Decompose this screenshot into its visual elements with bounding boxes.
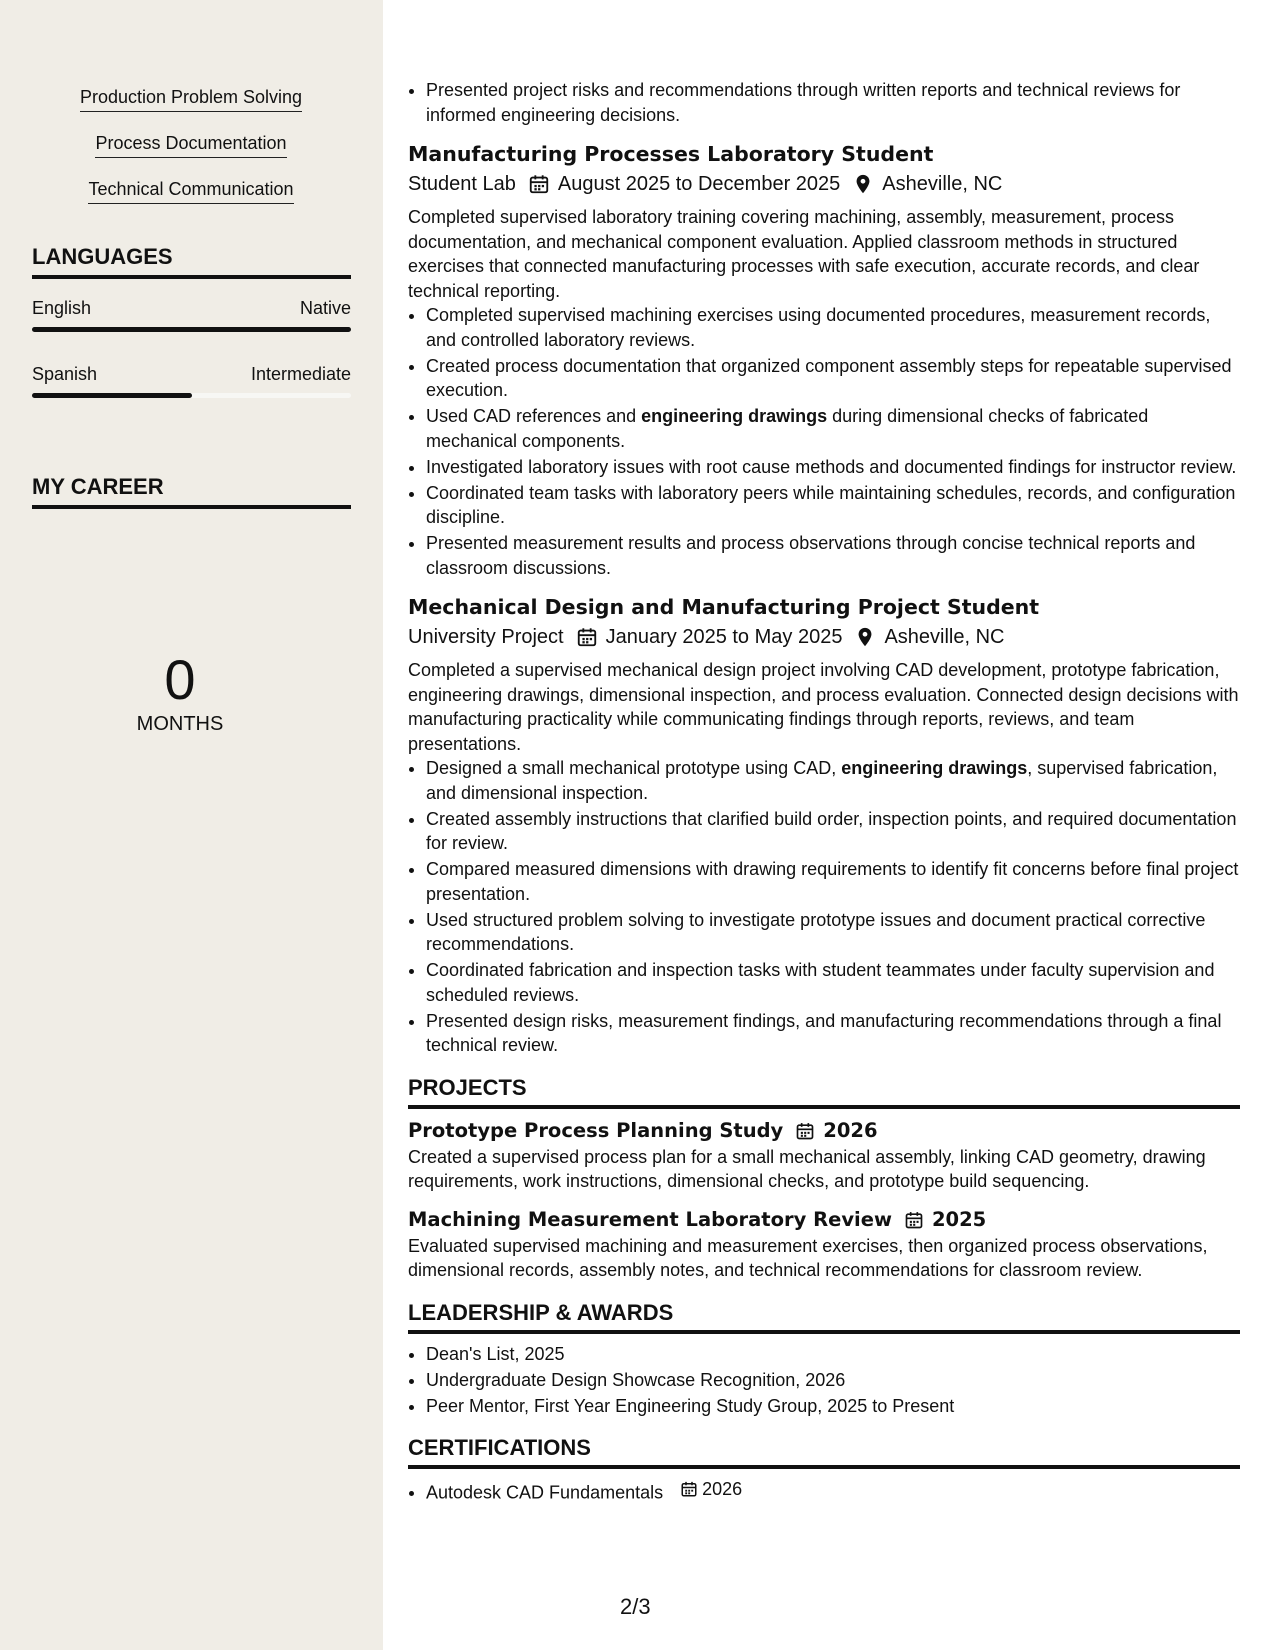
leadership-heading: LEADERSHIP & AWARDS [408,1299,1240,1334]
list-item: • Coordinated fabrication and inspection tasks with student teammates under faculty supervision and scheduled reviews. [426,958,1240,1007]
career-heading: MY CAREER [32,474,351,509]
job-entry [408,592,1240,1058]
career-value: 0 [164,648,196,711]
bold-keyword: engineering drawings [641,406,828,426]
certifications-list [408,1477,1240,1505]
location-pin-icon [852,173,874,195]
job-meta [408,622,1240,652]
career-unit: MONTHS [136,713,224,735]
project-year: 2026 [823,1118,878,1142]
previous-job-bullets [408,78,1240,127]
bold-keyword: engineering drawings [841,758,1028,778]
language-row-english [32,298,351,319]
leadership-list [408,1342,1240,1419]
list-item: • Used structured problem solving to investigate prototype issues and document practical corrective recommendations. [426,908,1240,957]
list-item: • Created process documentation that organized component assembly steps for repeatable supervised execution. [426,354,1240,403]
list-item: • Designed a small mechanical prototype using CAD, engineering drawings, supervised fabrication, and dimensional inspection. [426,756,1240,805]
job-entry [408,139,1240,580]
job-title: Manufacturing Processes Laboratory Student [408,142,934,166]
certification-year: 2026 [702,1479,743,1499]
calendar-icon [904,1210,924,1230]
list-item: • Investigated laboratory issues with root cause methods and documented findings for instructor review. [426,455,1240,480]
languages-heading: LANGUAGES [32,244,351,279]
job-meta [408,169,1240,199]
language-row-spanish [32,364,351,385]
calendar-icon [576,626,598,648]
calendar-icon [795,1121,815,1141]
location-pin-icon [854,626,876,648]
language-name: English [32,298,92,318]
job-description: Completed a supervised mechanical design project involving CAD development, prototype fabrication, engineering drawings, dimensional inspection, and process evaluation. Connected design decisions with manufacturing practicality while communicating findings through reports, reviews, and team presentations. [408,660,1239,754]
calendar-icon [680,1480,698,1498]
project-title: Prototype Process Planning Study [408,1118,784,1142]
list-item: • Used CAD references and engineering drawings during dimensional checks of fabricated mechanical components. [426,404,1240,453]
project-entry [408,1117,1240,1194]
job-description: Completed supervised laboratory training covering machining, assembly, measurement, process documentation, and mechanical component evaluation. Applied classroom methods in structured exercises that connected manufacturing processes with safe execution, accurate records, and clear technical reporting. [408,207,1200,301]
list-item: • Coordinated team tasks with laboratory peers while maintaining schedules, records, and configuration discipline. [426,481,1240,530]
list-item: • Peer Mentor, First Year Engineering Study Group, 2025 to Present [426,1394,1240,1419]
skill-item: Production Problem Solving [32,86,350,112]
list-item: • Compared measured dimensions with drawing requirements to identify fit concerns before final project presentation. [426,857,1240,906]
language-name: Spanish [32,364,98,384]
job-bullets [408,756,1240,1058]
job-location: Asheville, NC [884,626,1005,648]
list-item: • Presented project risks and recommendations through written reports and technical reviews for informed engineering decisions. [426,78,1240,127]
list-item [426,1477,1240,1505]
list-item: • Completed supervised machining exercises using documented procedures, measurement records, and controlled laboratory reviews. [426,303,1240,352]
calendar-icon [528,173,550,195]
project-title: Machining Measurement Laboratory Review [408,1207,892,1231]
projects-heading: PROJECTS [408,1074,1240,1109]
skill-item: Technical Communication [32,178,350,204]
career-counter [80,648,280,736]
skill-item: Process Documentation [32,132,350,158]
project-entry [408,1206,1240,1283]
job-org: University Project [408,626,564,648]
language-bar-english [32,327,351,332]
list-item: • Created assembly instructions that clarified build order, inspection points, and required documentation for review. [426,807,1240,856]
list-item: • Undergraduate Design Showcase Recognition, 2026 [426,1368,1240,1393]
language-bar-fill [32,327,351,332]
project-description: Created a supervised process plan for a small mechanical assembly, linking CAD geometry, drawing requirements, work instructions, dimensional checks, and prototype build sequencing. [408,1146,1206,1191]
skills-list [32,86,350,224]
certification-name: Autodesk CAD Fundamentals [426,1482,664,1503]
language-level: Native [299,298,351,318]
job-location: Asheville, NC [882,173,1003,195]
project-year: 2025 [931,1207,987,1231]
job-bullets [408,303,1240,580]
page-number: 2/3 [620,1594,651,1619]
job-dates: January 2025 to May 2025 [605,626,843,648]
sidebar [0,0,383,1650]
project-title-row [408,1117,1240,1145]
project-description: Evaluated supervised machining and measurement exercises, then organized process observations, dimensional records, assembly notes, and technical recommendations for classroom review. [408,1235,1208,1280]
language-bar-fill [32,393,192,398]
project-title-row [408,1206,1240,1234]
list-item: • Presented measurement results and process observations through concise technical reports and classroom discussions. [426,531,1240,580]
main-content [408,78,1240,1506]
language-level: Intermediate [250,364,351,384]
certifications-heading: CERTIFICATIONS [408,1434,1240,1469]
language-bar-spanish [32,393,351,398]
job-org: Student Lab [408,173,516,195]
job-title: Mechanical Design and Manufacturing Project Student [408,595,1040,619]
job-dates: August 2025 to December 2025 [557,173,841,195]
list-item: • Dean's List, 2025 [426,1342,1240,1367]
list-item: • Presented design risks, measurement findings, and manufacturing recommendations through a final technical review. [426,1009,1240,1058]
